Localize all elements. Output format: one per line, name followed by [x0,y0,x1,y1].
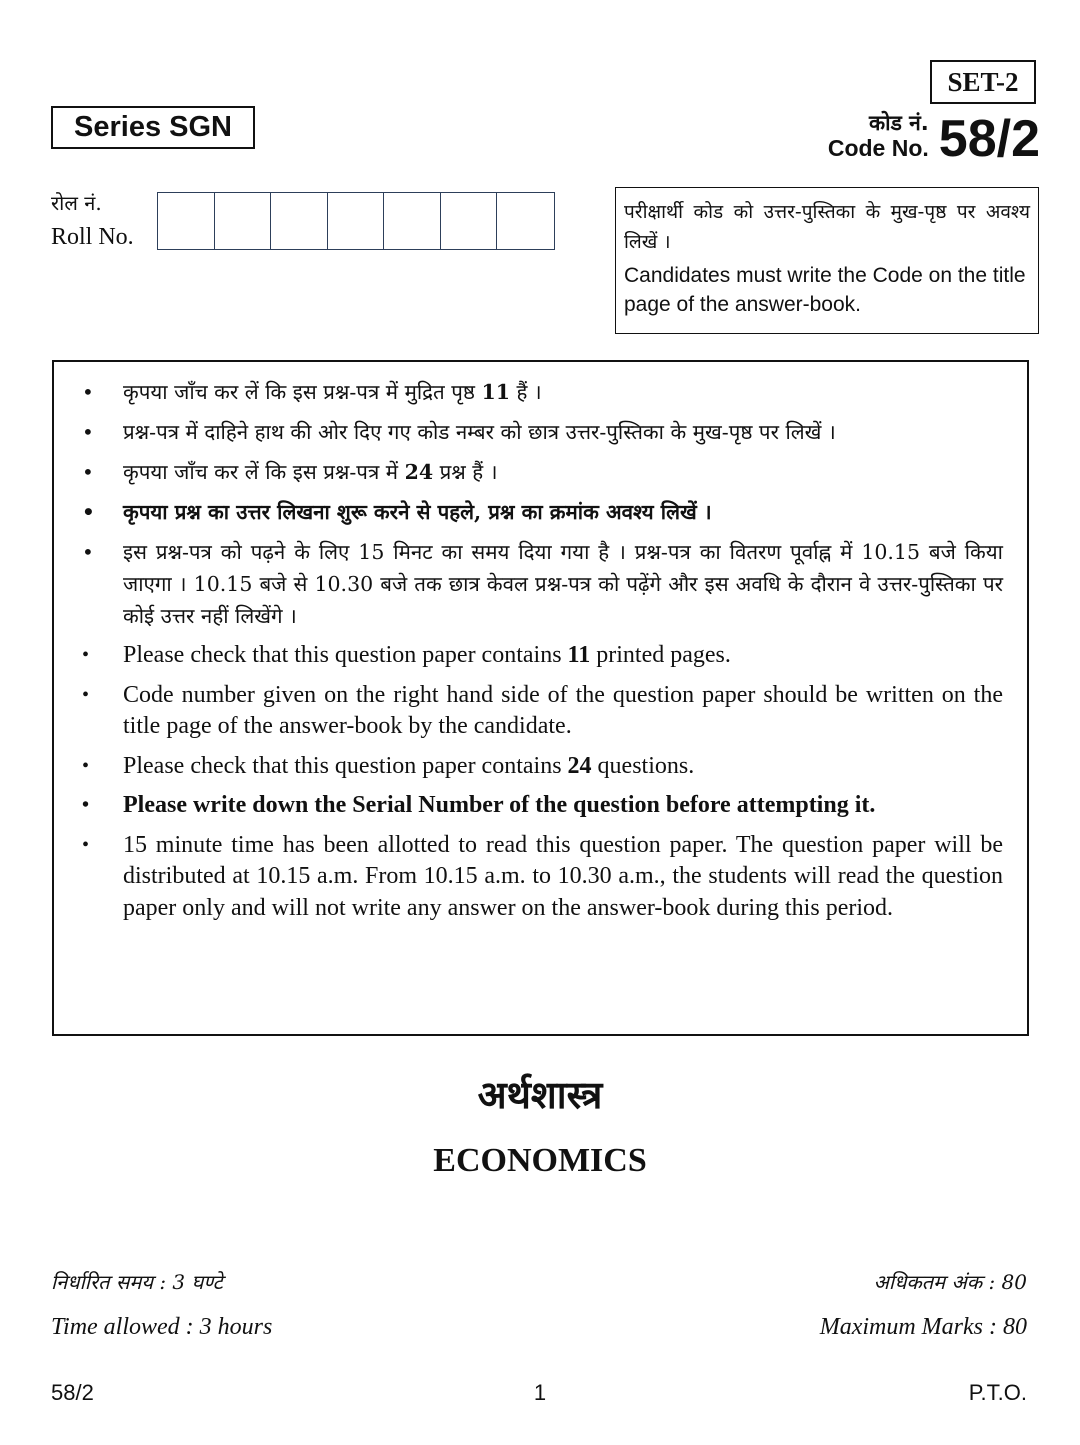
instruction-text [123,751,1003,783]
instruction-item [78,830,1003,925]
instruction-item [78,456,1003,488]
code-block [827,110,1040,169]
bullet: • [82,644,90,666]
max-marks-hindi: अधिकतम अंक : 80 [873,1270,1027,1294]
candidate-note-box [615,187,1039,334]
roll-label-hindi: रोल नं. [51,191,102,215]
subject-title-hindi: अर्थशास्त्र [477,1072,603,1117]
instruction-item [78,496,1003,528]
instruction-text-part: questions. [591,752,695,779]
series-label: Series SGN [51,106,255,149]
roll-cell[interactable] [384,193,441,249]
roll-labels [51,186,134,254]
instruction-item [78,790,1003,822]
question-count: 24 [404,460,434,484]
instruction-text: Please write down the Serial Number of the question before attempting it. [123,792,876,818]
bullet: • [82,754,90,777]
instruction-text-part: हैं । [510,380,542,404]
instructions-box [52,360,1029,1036]
page-number: 1 [533,1380,547,1405]
instruction-item [78,416,1003,448]
bullet: • [82,500,95,524]
instruction-text: 15 minute time has been allotted to read this question paper. The question paper will be distributed at 10.15 a.m. From 10.15 a.m. to 10.30 a.m., the students will read the question paper only and will not write any answer on the answer-book during this period. [123,831,1003,921]
instruction-text [123,456,1003,488]
pto-label: P.T.O. [968,1380,1027,1405]
code-label-english: Code No. [827,134,929,161]
instruction-item [78,751,1003,783]
instruction-text-part: Please check that this question paper contains [123,752,568,779]
bullet: • [82,420,94,444]
instruction-text-part: Please check that this question paper contains [123,642,568,668]
code-labels [828,112,929,161]
candidate-note-hindi: परीक्षार्थी कोड को उत्तर-पुस्तिका के मुख-पृष्ठ पर अवश्य लिखें । [624,201,1030,253]
instruction-text: कृपया प्रश्न का उत्तर लिखना शुरू करने से पहले, प्रश्न का क्रमांक अवश्य लिखें । [123,500,712,524]
instruction-text-part: printed pages. [590,642,731,668]
time-allowed-hindi: निर्धारित समय : 3 घण्टे [51,1270,223,1294]
bullet: • [82,683,90,706]
instruction-text: इस प्रश्न-पत्र को पढ़ने के लिए 15 मिनट का समय दिया गया है । प्रश्न-पत्र का वितरण पूर्वाह्न में 10.15 बजे किया जाएगा । 10.15 बजे से 10.30 बजे तक छात्र केवल प्रश्न-पत्र को पढ़ेंगे और इस अवधि के दौरान वे उत्तर-पुस्तिका पर कोई उत्तर नहीं लिखेंगे । [123,540,1003,628]
roll-cell[interactable] [497,193,554,249]
set-label: SET-2 [930,60,1036,104]
roll-cell[interactable] [441,193,498,249]
instruction-item [78,640,1003,672]
candidate-note-english: Candidates must write the Code on the title page of the answer-book. [624,264,1026,316]
time-allowed-english: Time allowed : 3 hours [51,1314,273,1340]
bullet: • [82,380,94,404]
roll-cell[interactable] [271,193,328,249]
instruction-item [78,376,1003,408]
instruction-text-part: प्रश्न हैं । [433,460,498,484]
roll-number-grid[interactable] [157,192,555,250]
roll-cell[interactable] [328,193,385,249]
bullet: • [82,460,94,484]
instruction-item [78,536,1003,632]
code-label-hindi: कोड नं. [869,111,929,135]
footer-code: 58/2 [51,1380,94,1405]
instruction-text: Code number given on the right hand side of the question paper should be written on the title page of the answer-book by the candidate. [123,681,1003,739]
roll-label-english: Roll No. [51,224,134,250]
instruction-text-part: कृपया जाँच कर लें कि इस प्रश्न-पत्र में मुद्रित पृष्ठ [123,380,482,404]
bullet: • [82,540,94,564]
page-count: 11 [567,642,591,668]
instruction-item [78,680,1003,743]
max-marks-english: Maximum Marks : 80 [819,1314,1027,1340]
subject-title-english: ECONOMICS [433,1142,647,1179]
bullet: • [82,833,90,856]
page-count: 11 [481,380,510,404]
instruction-text [123,376,1003,408]
roll-cell[interactable] [215,193,272,249]
instruction-text [123,640,1003,672]
code-number: 58/2 [938,110,1040,169]
bullet: • [82,794,90,816]
roll-cell[interactable] [158,193,215,249]
question-count: 24 [567,752,592,779]
instruction-text: प्रश्न-पत्र में दाहिने हाथ की ओर दिए गए कोड नम्बर को छात्र उत्तर-पुस्तिका के मुख-पृष्ठ पर लिखें । [123,420,836,444]
instruction-text-part: कृपया जाँच कर लें कि इस प्रश्न-पत्र में [123,460,405,484]
